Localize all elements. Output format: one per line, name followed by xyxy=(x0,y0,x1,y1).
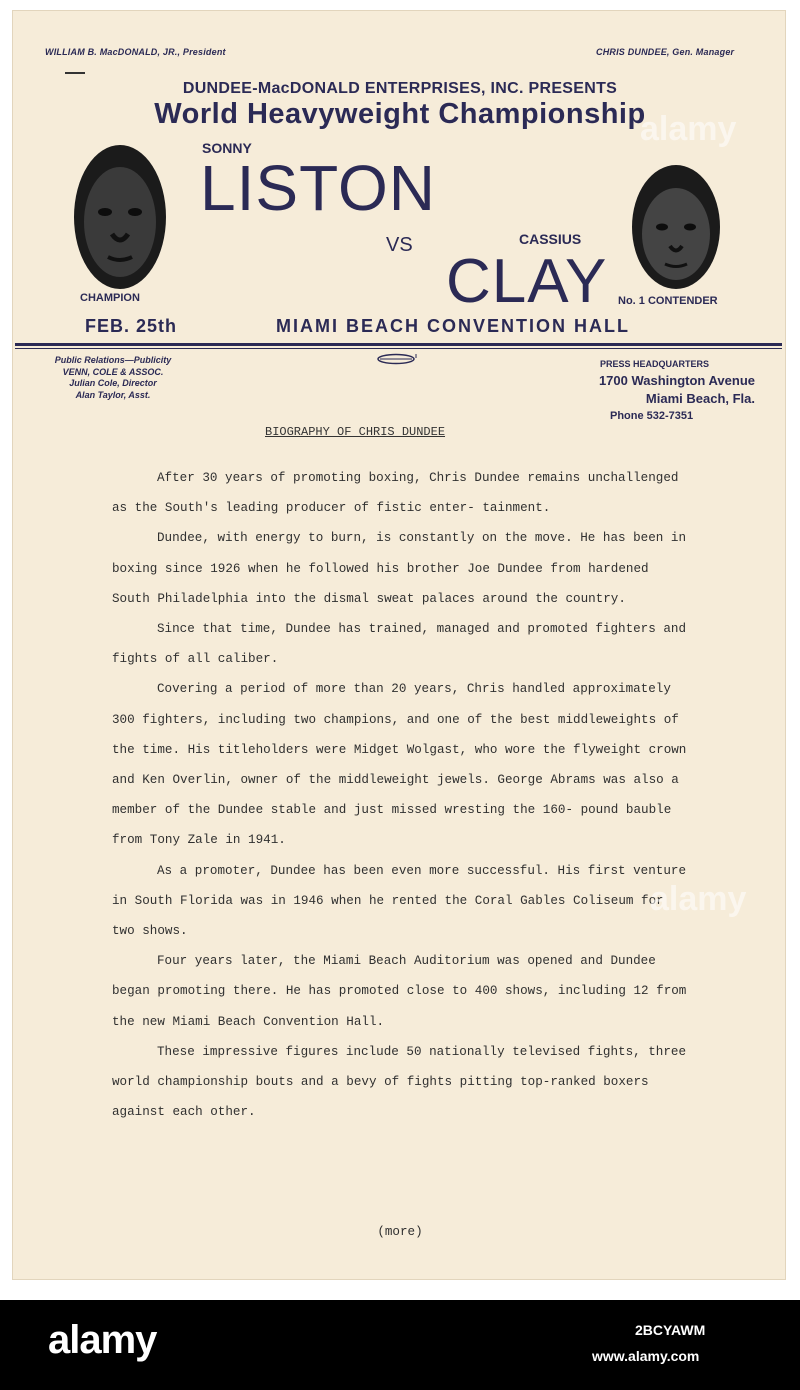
liston-portrait xyxy=(72,142,168,292)
bio-title: BIOGRAPHY OF CHRIS DUNDEE xyxy=(265,425,446,439)
pr-line-4: Alan Taylor, Asst. xyxy=(75,390,151,401)
manager-line: CHRIS DUNDEE, Gen. Manager xyxy=(596,47,735,57)
champion-label: CHAMPION xyxy=(80,292,140,304)
pr-line-2: VENN, COLE & ASSOC. xyxy=(62,366,164,377)
press-street: 1700 Washington Avenue xyxy=(598,373,755,388)
bio-paragraph: Since that time, Dundee has trained, managed and promoted fighters and fights of all caliber. xyxy=(112,622,687,667)
bio-paragraph: As a promoter, Dundee has been even more successful. His first venture in South Florida was in 1946 when he rented the Coral Gables Coliseum for two shows. xyxy=(112,863,687,939)
pr-credits xyxy=(38,355,188,402)
watermark: alamy xyxy=(640,110,737,148)
header-divider-thin xyxy=(15,348,782,349)
versus-label: VS xyxy=(386,234,413,256)
union-label-icon xyxy=(376,352,420,366)
event-title: World Heavyweight Championship xyxy=(154,98,646,130)
fighter1-last-name: LISTON xyxy=(200,152,436,224)
stock-image-id: 2BCYAWM xyxy=(635,1322,706,1338)
presents-line: DUNDEE-MacDONALD ENTERPRISES, INC. PRESENTS xyxy=(182,80,618,97)
fighter1-first-name: SONNY xyxy=(202,140,252,156)
pr-line-3: Julian Cole, Director xyxy=(69,378,157,389)
fight-venue: MIAMI BEACH CONVENTION HALL xyxy=(276,316,630,336)
watermark: alamy xyxy=(650,880,747,918)
bio-body xyxy=(112,463,692,1127)
pr-line-1: Public Relations—Publicity xyxy=(54,355,172,365)
stock-url: www.alamy.com xyxy=(592,1348,700,1364)
bio-paragraph: These impressive figures include 50 nationally televised fights, three world championship bouts and a bevy of fights pitting top-ranked boxers against each other. xyxy=(112,1044,687,1120)
continued-marker: (more) xyxy=(377,1225,423,1239)
pencil-mark xyxy=(65,72,85,74)
fighter2-first-name: CASSIUS xyxy=(519,231,582,247)
press-phone: Phone 532-7351 xyxy=(610,410,694,422)
fight-date: FEB. 25th xyxy=(85,316,178,336)
stock-logo: alamy xyxy=(48,1318,157,1362)
press-city: Miami Beach, Fla. xyxy=(645,390,755,406)
header-divider xyxy=(15,343,782,346)
press-hq-label: PRESS HEADQUARTERS xyxy=(600,359,710,369)
bio-paragraph: Four years later, the Miami Beach Auditorium was opened and Dundee began promoting there. He has promoted close to 400 shows, including 12 from the new Miami Beach Convention Hall. xyxy=(112,954,687,1029)
clay-portrait xyxy=(630,162,722,292)
bio-paragraph: Covering a period of more than 20 years, Chris handled approximately 300 fighters, including two champions, and one of the best middleweights of the time. His titleholders were Midget Wolgast, who wore the flyweight crown and Ken Overlin, owner of the middleweight jewels. George Abrams was also a member of the Dundee stable and just missed wresting the 160- pound bauble from Tony Zale in 1941. xyxy=(112,682,687,848)
fighter2-last-name: CLAY xyxy=(446,247,608,316)
bio-paragraph: After 30 years of promoting boxing, Chris Dundee remains unchallenged as the South's leading producer of fistic enter- tainment. xyxy=(112,471,679,516)
contender-label: No. 1 CONTENDER xyxy=(618,295,718,307)
press-address xyxy=(560,372,755,407)
president-line: WILLIAM B. MacDONALD, JR., President xyxy=(45,47,226,57)
bio-paragraph: Dundee, with energy to burn, is constantly on the move. He has been in boxing since 1926 when he followed his brother Joe Dundee from hardened South Philadelphia into the dismal sweat palaces around the country. xyxy=(112,531,687,606)
